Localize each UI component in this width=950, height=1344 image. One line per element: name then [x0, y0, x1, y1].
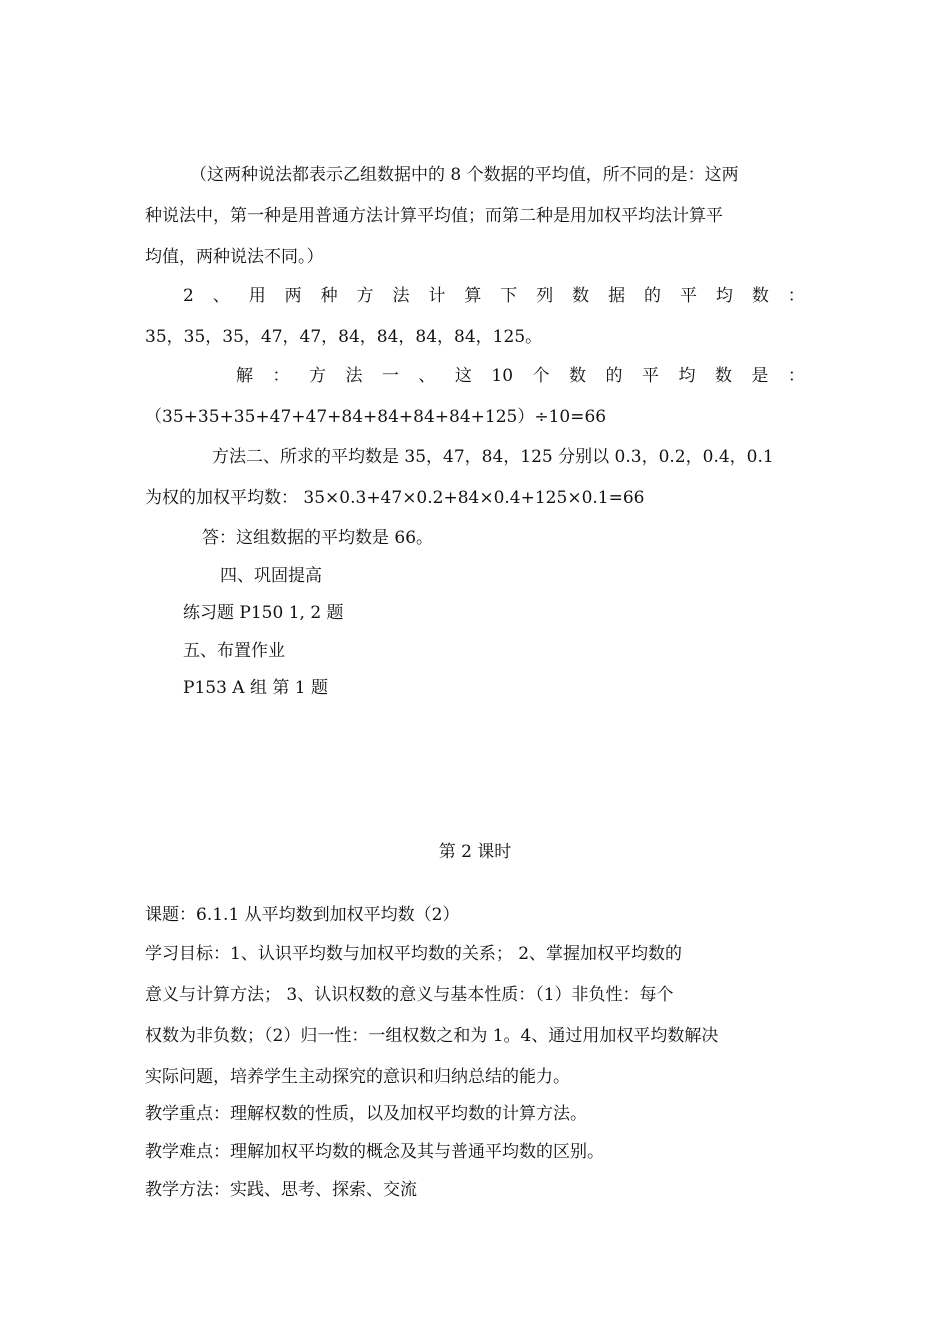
teaching-difficulties: 教学难点：理解加权平均数的概念及其与普通平均数的区别。 [145, 1142, 604, 1162]
question-2-line [183, 284, 805, 308]
solution-char: 、 [418, 366, 436, 386]
question-2-char: 据 [608, 286, 626, 306]
question-2-char: 计 [428, 286, 446, 306]
method-2-line-1: 方法二、所求的平均数是 35，47，84，125 分别以 0.3，0.2，0.4，0.1 [212, 447, 774, 467]
exercise-line: 练习题 P150 1, 2 题 [183, 603, 344, 623]
note-line-1: （这两种说法都表示乙组数据中的 8 个数据的平均值，所不同的是：这两 [190, 165, 739, 185]
solution-method-1-line [236, 364, 805, 388]
question-2-char: 算 [464, 286, 482, 306]
question-2-char: 下 [500, 286, 518, 306]
lesson-2-title: 第 2 课时 [438, 842, 512, 862]
question-2-char: 平 [679, 286, 697, 306]
solution-char: 的 [605, 366, 623, 386]
solution-char: 数 [714, 366, 732, 386]
solution-char: ： [272, 366, 290, 386]
question-2-data: 35，35，35，47，47，84，84，84，84，125。 [145, 327, 543, 347]
solution-char: 法 [345, 366, 363, 386]
question-2-char: 数 [572, 286, 590, 306]
question-2-char: 数 [751, 286, 769, 306]
solution-char: 解 [236, 366, 253, 386]
question-2-char: 、 [212, 286, 230, 306]
question-2-char: 用 [248, 286, 266, 306]
solution-char: 平 [641, 366, 659, 386]
note-line-3: 均值，两种说法不同。） [145, 247, 324, 267]
solution-char: 是 [751, 366, 769, 386]
solution-formula: （35+35+35+47+47+84+84+84+84+125）÷10=66 [145, 407, 607, 427]
solution-char: 10 [491, 366, 514, 386]
section-heading-5: 五、布置作业 [183, 641, 285, 661]
learning-goals-line-4: 实际问题，培养学生主动探究的意识和归纳总结的能力。 [145, 1067, 570, 1087]
learning-goals-line-2: 意义与计算方法； 3、认识权数的意义与基本性质：（1）非负性：每个 [145, 985, 674, 1005]
method-2-line-2: 为权的加权平均数： 35×0.3+47×0.2+84×0.4+125×0.1=66 [145, 488, 645, 508]
learning-goals-line-3: 权数为非负数；（2）归一性：一组权数之和为 1。4、通过用加权平均数解决 [145, 1026, 719, 1046]
question-2-char: 2 [183, 286, 194, 306]
solution-char: 数 [569, 366, 586, 386]
question-2-char: ： [787, 286, 805, 306]
question-2-char: 列 [536, 286, 554, 306]
teaching-methods: 教学方法：实践、思考、探索、交流 [145, 1180, 417, 1200]
question-2-char: 均 [715, 286, 733, 306]
solution-char: 一 [381, 366, 399, 386]
question-2-char: 种 [320, 286, 338, 306]
solution-char: 均 [678, 366, 696, 386]
solution-char: 这 [454, 366, 472, 386]
question-2-char: 两 [284, 286, 302, 306]
homework-line: P153 A 组 第 1 题 [183, 678, 328, 698]
teaching-key-points: 教学重点：理解权数的性质，以及加权平均数的计算方法。 [145, 1104, 587, 1124]
answer-line: 答：这组数据的平均数是 66。 [202, 528, 434, 548]
solution-char: 方 [308, 366, 326, 386]
solution-char: 个 [532, 366, 550, 386]
section-heading-4: 四、巩固提高 [220, 566, 322, 586]
solution-char: ： [787, 366, 805, 386]
question-2-char: 法 [392, 286, 410, 306]
lesson-topic: 课题：6.1.1 从平均数到加权平均数（2） [145, 905, 460, 925]
learning-goals-line-1: 学习目标：1、认识平均数与加权平均数的关系； 2、掌握加权平均数的 [145, 944, 683, 964]
note-line-2: 种说法中，第一种是用普通方法计算平均值；而第二种是用加权平均法计算平 [145, 206, 723, 226]
question-2-char: 的 [644, 286, 662, 306]
question-2-char: 方 [356, 286, 374, 306]
